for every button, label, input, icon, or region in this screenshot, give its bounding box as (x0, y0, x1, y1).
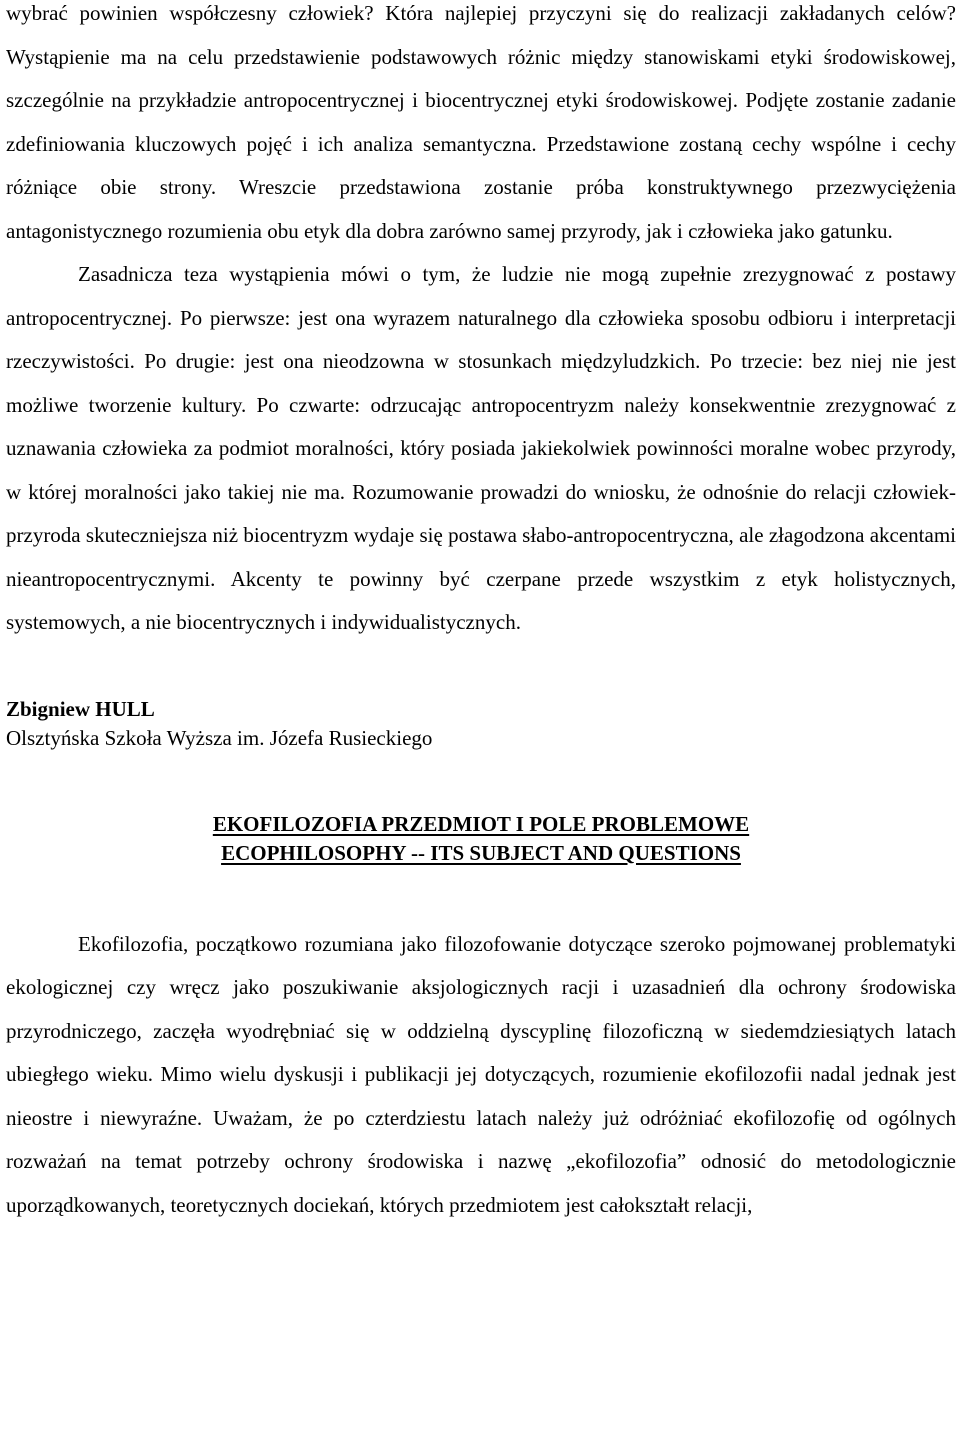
article-body (6, 923, 956, 1228)
author-block (6, 695, 956, 753)
article-title-english: ECOPHILOSOPHY -- ITS SUBJECT AND QUESTIONS (221, 840, 741, 865)
author-name: Zbigniew HULL (6, 696, 155, 721)
previous-article-paragraph-1: wybrać powinien współczesny człowiek? Która najlepiej przyczyni się do realizacji zakładanych celów? Wystąpienie ma na celu przedstawienie podstawowych różnic między stanowiskami etyki środowiskowej, szczególnie na przykładzie antropocentrycznej i biocentrycznej etyki środowiskowej. Podjęte zostanie zadanie zdefiniowania kluczowych pojęć i ich analiza semantyczna. Przedstawione zostaną cechy wspólne i cechy różniące obie strony. Wreszcie przedstawiona zostanie próba konstruktywnego przezwyciężenia antagonistycznego rozumienia obu etyk dla dobra zarówno samej przyrody, jak i człowieka jako gatunku. (6, 1, 956, 243)
previous-article-paragraph-2: Zasadnicza teza wystąpienia mówi o tym, że ludzie nie mogą zupełnie zrezygnować z postawy antropocentrycznej. Po pierwsze: jest ona wyrazem naturalnego dla człowieka sposobu odbioru i interpretacji rzeczywistości. Po drugie: jest ona nieodzowna w stosunkach międzyludzkich. Po trzecie: bez niej nie jest możliwe tworzenie kultury. Po czwarte: odrzucając antropocentryzm należy konsekwentnie zrezygnować z uznawania człowieka za podmiot moralności, który posiada jakiekolwiek powinności moralne wobec przyrody, w której moralności jako takiej nie ma. Rozumowanie prowadzi do wniosku, że odnośnie do relacji człowiek-przyroda skuteczniejsza niż biocentryzm wydaje się postawa słabo-antropocentryczna, ale złagodzona akcentami nieantropocentrycznymi. Akcenty te powinny być czerpane przede wszystkim z etyk holistycznych, systemowych, a nie biocentrycznych i indywidualistycznych. (6, 262, 956, 634)
article-paragraph-1: Ekofilozofia, początkowo rozumiana jako filozofowanie dotyczące szeroko pojmowanej problematyki ekologicznej czy wręcz jako poszukiwanie aksjologicznych racji i uzasadnień dla ochrony środowiska przyrodniczego, zaczęła wyodrębniać się w oddzielną dyscyplinę filozoficzną w siedemdziesiątych latach ubiegłego wieku. Mimo wielu dyskusji i publikacji jej dotyczących, rozumienie ekofilozofii nadal jednak jest nieostre i niewyraźne. Uważam, że po czterdziestu latach należy już odróżniać ekofilozofię od ogólnych rozważań na temat potrzeby ochrony środowiska i nazwę „ekofilozofia” odnosić do metodologicznie uporządkowanych, teoretycznych dociekań, których przedmiotem jest całokształt relacji, (6, 931, 956, 1217)
article-title-polish: EKOFILOZOFIA PRZEDMIOT I POLE PROBLEMOWE (212, 811, 750, 836)
article-titles (6, 810, 956, 868)
author-affiliation: Olsztyńska Szkoła Wyższa im. Józefa Rusieckiego (6, 725, 433, 750)
document-page (6, 0, 956, 1227)
